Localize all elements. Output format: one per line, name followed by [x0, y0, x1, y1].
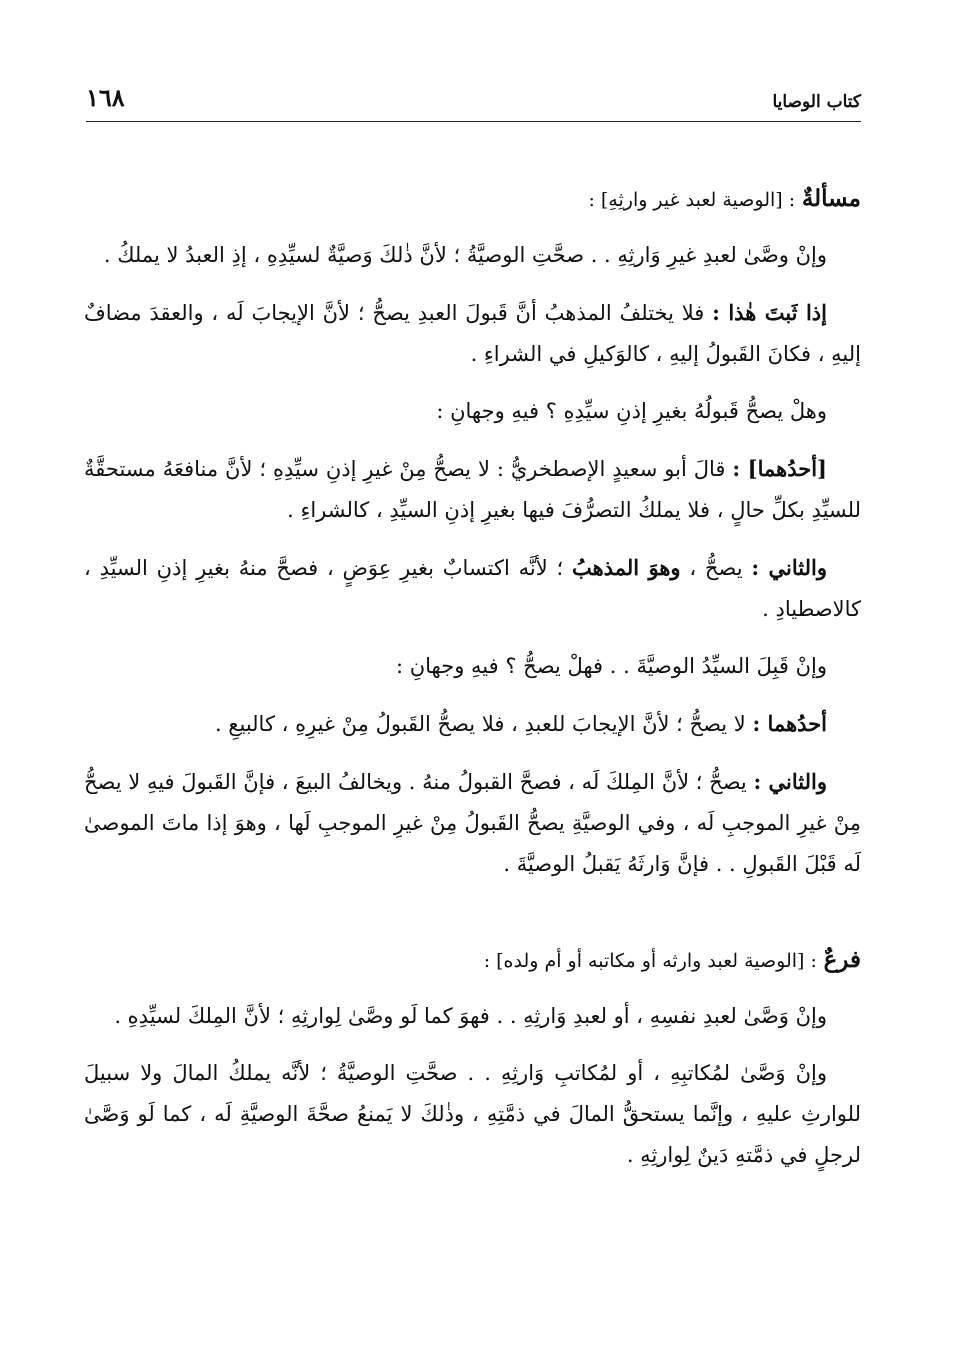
page-number: ١٦٨: [86, 83, 125, 112]
paragraph-text: يصحُّ ،: [689, 556, 743, 580]
header-divider: [86, 121, 861, 122]
section-label: فرعٌ: [823, 946, 861, 973]
paragraph: وإنْ وَصَّىٰ لعبدِ نفسِهِ ، أو لعبدِ وَارثِهِ . . فهوَ كما لَو وصَّىٰ لِوارثِهِ ؛ لأنَّ المِلكَ لسيِّدِهِ .: [114, 1004, 827, 1028]
paragraph-text: قالَ أبو سعيدٍ الإصطخريُّ : لا يصحُّ مِنْ غيرِ إذنِ سيِّدِهِ ؛ لأنَّ منافعَهُ مستحقَّةٌ للسيِّدِ بكلِّ حالٍ ، فلا يملكُ التصرُّفَ فيها بغيرِ إذنِ السيِّدِ ، كالشراءِ .: [84, 457, 861, 522]
paragraph: [84, 547, 861, 630]
paragraph: [84, 761, 861, 885]
paragraph-text: لا يصحُّ ؛ لأنَّ الإيجابَ للعبدِ ، فلا يصحُّ القَبولُ مِنْ غيرِهِ ، كالبيعِ .: [214, 712, 746, 736]
section-label: مسألةٌ: [801, 185, 861, 212]
paragraph-lead: [أحدُهما] :: [732, 456, 827, 481]
paragraph-text: ؛ لأنَّه اكتسابٌ بغيرِ عِوَضٍ ، فصحَّ منهُ بغيرِ إذنِ السيِّدِ ، كالاصطيادِ .: [84, 556, 861, 621]
paragraph-lead: والثاني :: [751, 555, 827, 580]
paragraph: [84, 292, 861, 375]
paragraph-emphasis: وهوَ المذهبُ: [571, 555, 681, 580]
paragraph-text: فلا يختلفُ المذهبُ أنَّ قَبولَ العبدِ يصحُّ ؛ لأنَّ الإيجابَ لَه ، والعقدَ مضافٌ إليهِ ، فكانَ القَبولُ إليهِ ، كالوَكيلِ في الشراءِ .: [84, 301, 861, 366]
paragraph: [84, 448, 861, 531]
running-title: كتاب الوصايا: [772, 92, 861, 112]
section-title: : [الوصية لعبد غير وارثِهِ] :: [588, 189, 796, 211]
page-body: [84, 178, 861, 1192]
page-header: [86, 84, 861, 112]
section-spacer: [84, 901, 861, 939]
paragraph: [84, 703, 861, 745]
paragraph-lead: إذا ثَبتَ هٰذا :: [712, 300, 827, 325]
paragraph: وإنْ وصَّىٰ لعبدِ غيرِ وَارثِهِ . . صحَّتِ الوصيَّةُ ؛ لأنَّ ذٰلكَ وَصيَّةٌ لسيِّدِهِ ، إذِ العبدُ لا يملكُ .: [103, 243, 827, 267]
paragraph: وإنْ قَبِلَ السيِّدُ الوصيَّةَ . . فهلْ يصحُّ ؟ فيهِ وجهانِ :: [395, 654, 827, 678]
paragraph-lead: والثاني :: [753, 769, 827, 794]
section-heading-masala: [84, 178, 861, 221]
paragraph: وإنْ وَصَّىٰ لمُكاتبِهِ ، أو لمُكاتبِ وَارثِهِ . . صحَّتِ الوصيَّةُ ؛ لأنَّه يملكُ المالَ ولا سبيلَ للوارثِ عليهِ ، وإنَّما يستحقُّ المالَ في ذمَّتِهِ ، وذٰلكَ لا يَمنعُ صحَّةَ الوصيَّةِ لَه ، كما لَو وَصَّىٰ لرجلٍ في ذمَّتهِ دَينٌ لِوارثِهِ .: [84, 1061, 861, 1167]
section-heading-far: [84, 939, 861, 982]
paragraph-lead: أحدُهما :: [752, 711, 827, 736]
paragraph: وهلْ يصحُّ قَبولُهُ بغيرِ إذنِ سيِّدِهِ ؟ فيهِ وجهانِ :: [436, 399, 827, 423]
section-title: : [الوصية لعبد وارثه أو مكاتبه أو أم ولده] :: [483, 950, 817, 972]
paragraph-text: يصحُّ ؛ لأنَّ المِلكَ لَه ، فصحَّ القبولُ منهُ . ويخالفُ البيعَ ، فإنَّ القَبولَ فيهِ لا يصحُّ مِنْ غيرِ الموجبِ لَه ، وفي الوصيَّةِ يصحُّ القَبولُ مِنْ غيرِ الموجبِ لَها ، وهوَ إذا ماتَ الموصىٰ لَه قَبْلَ القَبولِ . . فإنَّ وَارثَهُ يَقبلُ الوصيَّةَ .: [84, 770, 861, 876]
